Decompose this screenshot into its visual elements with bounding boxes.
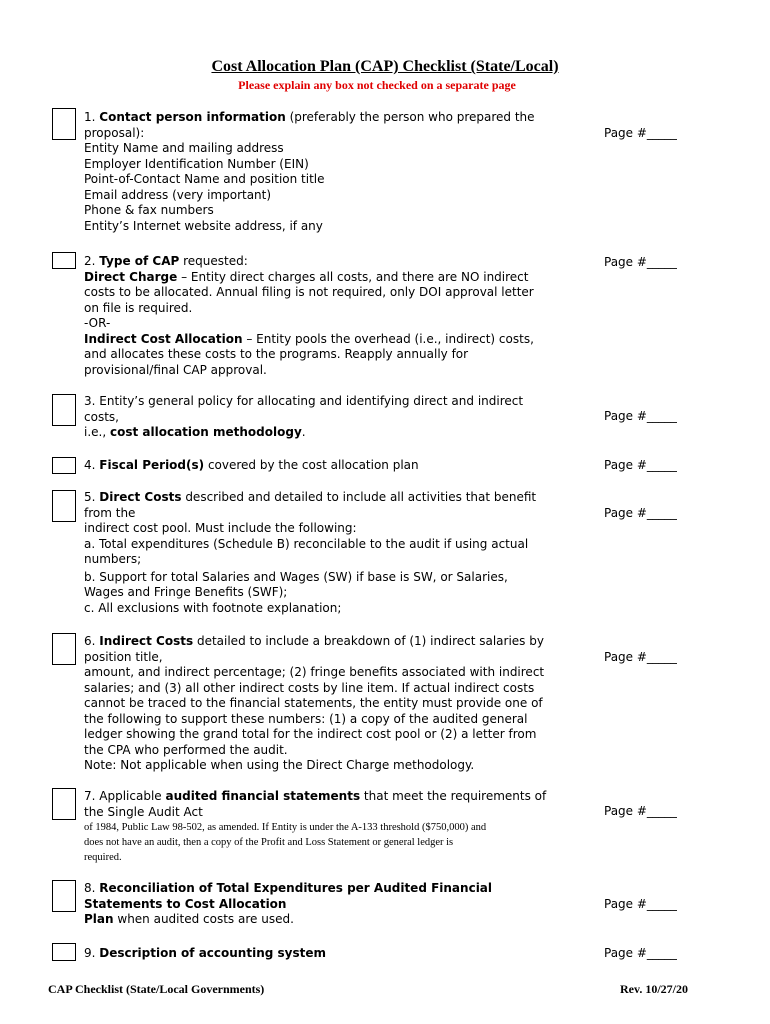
checkbox-item-1[interactable] bbox=[52, 108, 76, 140]
item-6-line: position title, bbox=[84, 649, 163, 664]
item-1-line: Employer Identification Number (EIN) bbox=[84, 156, 309, 171]
page-number-field-3[interactable]: Page #_____ bbox=[604, 409, 677, 423]
item-5-heading: Direct Costs bbox=[99, 490, 182, 504]
footer-revision-date: Rev. 10/27/20 bbox=[620, 982, 688, 996]
item-5-line: a. Total expenditures (Schedule B) reconcilable to the audit if using actual bbox=[84, 536, 529, 551]
checklist-item-8: 8. Reconciliation of Total Expenditures per Audited Financial Statements to Cost Allocation Plan when audited costs are used. bbox=[84, 881, 493, 926]
item-6-line: amount, and indirect percentage; (2) fringe benefits associated with indirect bbox=[84, 665, 545, 679]
checkbox-item-4[interactable] bbox=[52, 457, 76, 474]
checkbox-item-7[interactable] bbox=[52, 788, 76, 820]
item-2-line: costs to be allocated. Annual filing is not required, only DOI approval letter bbox=[84, 285, 534, 299]
page-number-field-7[interactable]: Page #_____ bbox=[604, 804, 677, 818]
item-2-line: provisional/final CAP approval. bbox=[84, 362, 267, 377]
item-5-line: b. Support for total Salaries and Wages (SW) if base is SW, or Salaries, bbox=[84, 569, 508, 584]
item-5-line: numbers; bbox=[84, 552, 142, 566]
item-7-line: of 1984, Public Law 98-502, as amended. If Entity is under the A-133 threshold ($750,000) and bbox=[84, 822, 487, 833]
footer-document-name: CAP Checklist (State/Local Governments) bbox=[48, 982, 265, 996]
item-1-line: Email address (very important) bbox=[84, 187, 272, 202]
page-number-field-6[interactable]: Page #_____ bbox=[604, 650, 677, 664]
item-6-line: cannot be traced to the financial statements, the entity must provide one of bbox=[84, 696, 543, 710]
checkbox-item-5[interactable] bbox=[52, 490, 76, 522]
item-1-line: Entity Name and mailing address bbox=[84, 141, 284, 155]
checklist-item-3: 3. Entity’s general policy for allocating and identifying direct and indirect costs, i.e., cost allocation methodology. bbox=[84, 394, 524, 439]
item-6-line: the CPA who performed the audit. bbox=[84, 742, 288, 757]
page-number-field-2[interactable]: Page #_____ bbox=[604, 255, 677, 269]
cost-allocation-methodology-text: cost allocation methodology bbox=[109, 425, 302, 439]
checklist-item-9: 9. Description of accounting system bbox=[84, 946, 326, 960]
item-1-line: proposal): bbox=[84, 125, 145, 140]
item-6-line: salaries; and (3) all other indirect costs by line item. If actual indirect costs bbox=[84, 680, 535, 695]
checkbox-item-8[interactable] bbox=[52, 880, 76, 912]
page-number-field-1[interactable]: Page #_____ bbox=[604, 126, 677, 140]
checklist-item-5: 5. Direct Costs described and detailed to include all activities that benefit from the indirect cost pool. Must include the following: a. Total expenditures (Schedule B) reconcilable to the audit if using actual numbers; b. Support for total Salaries and Wages (SW) if base is SW, or Salaries, Wages and Fringe Benefits (SWF); c. All exclusions with footnote explanation; bbox=[84, 490, 574, 616]
item-9-heading: Description of accounting system bbox=[99, 946, 326, 960]
item-5-line: c. All exclusions with footnote explanation; bbox=[84, 600, 342, 615]
item-4-heading: Fiscal Period(s) bbox=[99, 458, 205, 472]
page-number-field-8[interactable]: Page #_____ bbox=[604, 897, 677, 911]
checkbox-item-3[interactable] bbox=[52, 394, 76, 426]
checklist-item-2: 2. Type of CAP requested: Direct Charge – Entity direct charges all costs, and there are NO indirect costs to be allocated. Annual filing is not required, only DOI approval letter on file is required. -OR- Indirect Cost Allocation – Entity pools the overhead (i.e., indirect) costs, and allocates these costs to the programs. Reapply annually for provisional/final CAP approval. bbox=[84, 254, 574, 378]
item-1-line: Entity’s Internet website address, if any bbox=[84, 218, 323, 233]
item-8-heading: Reconciliation of Total Expenditures per Audited Financial bbox=[99, 881, 493, 895]
checklist-item-4: 4. Fiscal Period(s) covered by the cost allocation plan bbox=[84, 458, 419, 472]
checkbox-item-2[interactable] bbox=[52, 252, 76, 269]
item-1-line: Phone & fax numbers bbox=[84, 203, 214, 217]
item-5-line: indirect cost pool. Must include the following: bbox=[84, 521, 357, 535]
document-subtitle: Please explain any box not checked on a separate page bbox=[238, 78, 516, 92]
item-6-line: Note: Not applicable when using the Direct Charge methodology. bbox=[84, 758, 475, 772]
checklist-item-1: 1. Contact person information (preferably the person who prepared the proposal): Entity Name and mailing address Employer Identification Number (EIN) Point-of-Contact Name and position title Email address (very important) Phone & fax numbers Entity’s Internet website address, if any bbox=[84, 110, 574, 234]
checkbox-item-9[interactable] bbox=[52, 943, 76, 961]
item-6-heading: Indirect Costs bbox=[99, 634, 194, 648]
indirect-cost-allocation-heading: Indirect Cost Allocation bbox=[84, 331, 243, 346]
item-6-line: ledger showing the grand total for the indirect cost pool or (2) a letter from bbox=[84, 727, 537, 741]
document-title: Cost Allocation Plan (CAP) Checklist (State/Local) bbox=[211, 58, 559, 75]
checklist-item-7: 7. Applicable audited financial statements that meet the requirements of the Single Audit Act of 1984, Public Law 98-502, as amended. If Entity is under the A-133 threshold ($750,000) and does not have an audit, then a copy of the Profit and Loss Statement or general ledger is required. bbox=[84, 789, 574, 865]
checkbox-item-6[interactable] bbox=[52, 633, 76, 665]
item-7-line: does not have an audit, then a copy of the Profit and Loss Statement or general ledger is bbox=[84, 837, 454, 848]
page-number-field-4[interactable]: Page #_____ bbox=[604, 458, 677, 472]
item-1-heading: Contact person information bbox=[99, 110, 286, 124]
item-5-line: Wages and Fringe Benefits (SWF); bbox=[84, 585, 288, 599]
page-number-field-9[interactable]: Page #_____ bbox=[604, 946, 677, 960]
item-2-or: -OR- bbox=[84, 316, 111, 330]
direct-charge-heading: Direct Charge bbox=[84, 269, 178, 284]
item-7-heading: audited financial statements bbox=[165, 789, 361, 803]
page-number-field-5[interactable]: Page #_____ bbox=[604, 506, 677, 520]
item-2-line: on file is required. bbox=[84, 300, 193, 315]
item-7-line: required. bbox=[84, 852, 122, 863]
item-1-line: Point-of-Contact Name and position title bbox=[84, 172, 325, 186]
item-6-line: the following to support these numbers: (1) a copy of the audited general bbox=[84, 711, 528, 726]
checklist-item-6: 6. Indirect Costs detailed to include a breakdown of (1) indirect salaries by position title, amount, and indirect percentage; (2) fringe benefits associated with indirect salaries; and (3) all other indirect costs by line item. If actual indirect costs cannot be traced to the financial statements, the entity must provide one of the following to support these numbers: (1) a copy of the audited general ledger showing the grand total for the indirect cost pool or (2) a letter from the CPA who performed the audit. Note: Not applicable when using the Direct Charge methodology. bbox=[84, 634, 574, 774]
item-2-heading: Type of CAP bbox=[99, 254, 180, 268]
item-5-line: from the bbox=[84, 505, 136, 520]
item-2-line: and allocates these costs to the programs. Reapply annually for bbox=[84, 347, 469, 361]
